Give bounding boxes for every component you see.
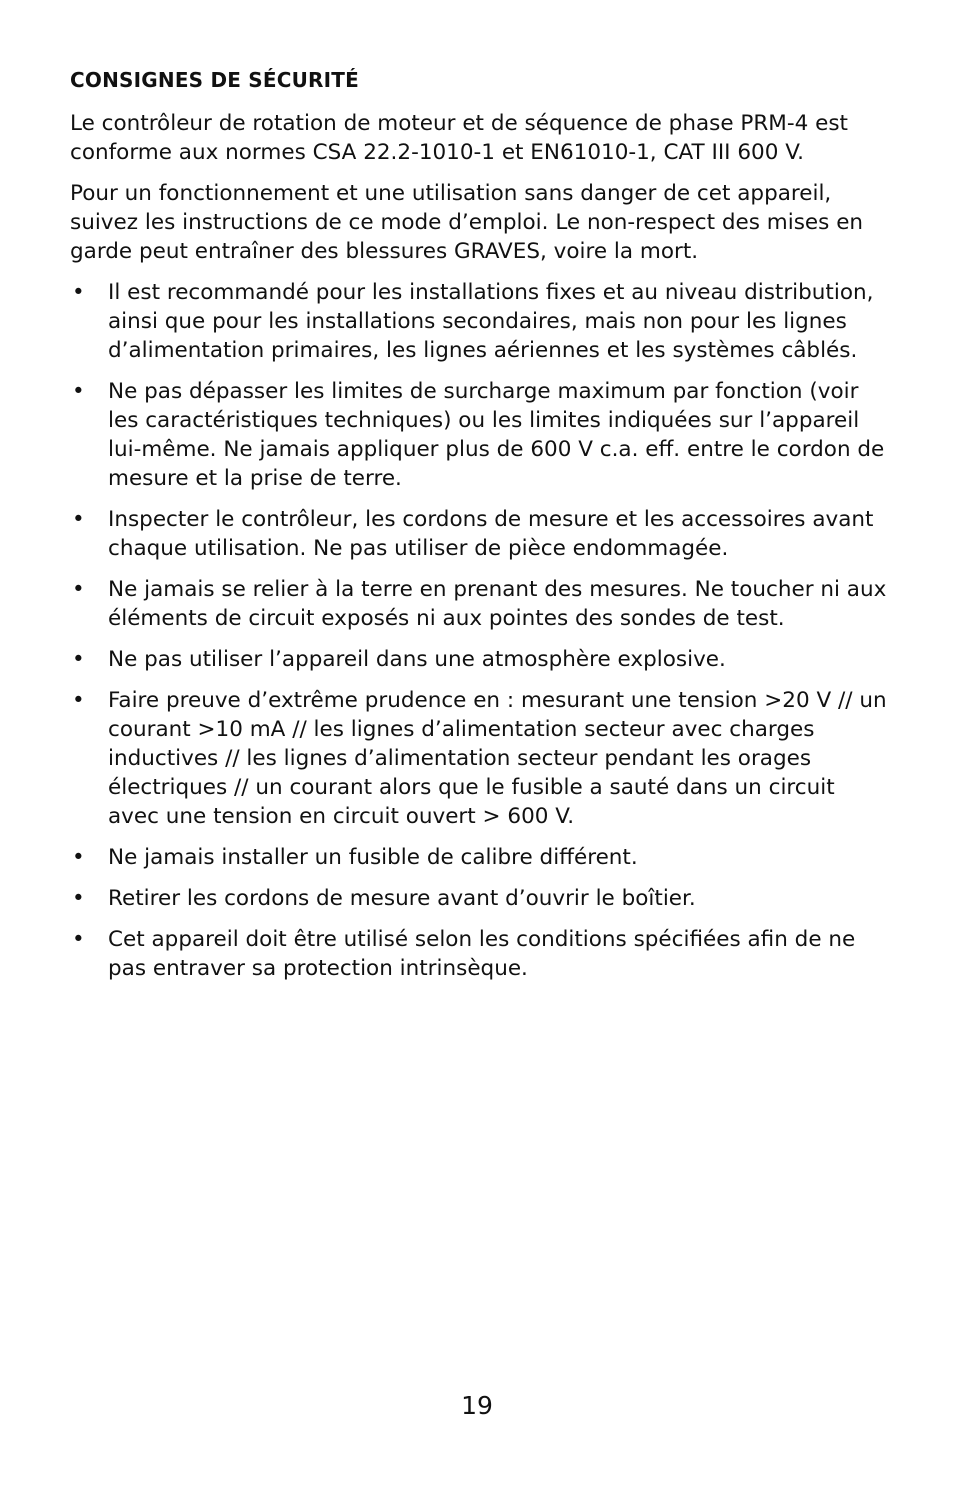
bullet-icon: • bbox=[72, 927, 85, 952]
bullet-icon: • bbox=[72, 379, 85, 404]
list-item bbox=[70, 278, 890, 365]
list-item bbox=[70, 645, 890, 674]
list-item-text: Il est recommandé pour les installations fixes et au niveau distribution, ainsi que pour les installations secondaires, mais non pour les lignes d’alimentation primaires, les lignes aériennes et les systèmes câblés. bbox=[108, 280, 874, 363]
compliance-paragraph: Le contrôleur de rotation de moteur et de séquence de phase PRM-4 est conforme aux normes CSA 22.2-1010-1 et EN61010-1, CAT III 600 V. bbox=[70, 111, 848, 165]
list-item bbox=[70, 884, 890, 913]
list-item bbox=[70, 377, 890, 493]
document-page bbox=[70, 66, 890, 995]
list-item-text: Ne jamais se relier à la terre en prenant des mesures. Ne toucher ni aux éléments de circuit exposés ni aux pointes des sondes de test. bbox=[108, 577, 887, 631]
bullet-icon: • bbox=[72, 577, 85, 602]
page-number: 19 bbox=[461, 1391, 493, 1420]
list-item-text: Inspecter le contrôleur, les cordons de mesure et les accessoires avant chaque utilisation. Ne pas utiliser de pièce endommagée. bbox=[108, 507, 874, 561]
bullet-icon: • bbox=[72, 688, 85, 713]
list-item-text: Cet appareil doit être utilisé selon les conditions spécifiées afin de ne pas entraver sa protection intrinsèque. bbox=[108, 927, 856, 981]
bullet-icon: • bbox=[72, 886, 85, 911]
warning-paragraph: Pour un fonctionnement et une utilisation sans danger de cet appareil, suivez les instructions de ce mode d’emploi. Le non-respect des mises en garde peut entraîner des blessures GRAVES, voire la mort. bbox=[70, 181, 864, 264]
list-item-text: Ne jamais installer un fusible de calibre différent. bbox=[108, 845, 638, 870]
safety-bullet-list bbox=[70, 278, 890, 983]
bullet-icon: • bbox=[72, 845, 85, 870]
list-item bbox=[70, 843, 890, 872]
bullet-icon: • bbox=[72, 647, 85, 672]
list-item-text: Ne pas utiliser l’appareil dans une atmosphère explosive. bbox=[108, 647, 726, 672]
list-item bbox=[70, 686, 890, 831]
section-heading: CONSIGNES DE SÉCURITÉ bbox=[70, 68, 360, 92]
list-item bbox=[70, 505, 890, 563]
list-item bbox=[70, 925, 890, 983]
list-item-text: Retirer les cordons de mesure avant d’ouvrir le boîtier. bbox=[108, 886, 696, 911]
bullet-icon: • bbox=[72, 507, 85, 532]
list-item-text: Faire preuve d’extrême prudence en : mesurant une tension >20 V // un courant >10 mA // les lignes d’alimentation secteur avec charges inductives // les lignes d’alimentation secteur pendant les orages électriques // un courant alors que le fusible a sauté dans un circuit avec une tension en circuit ouvert > 600 V. bbox=[108, 688, 887, 829]
list-item bbox=[70, 575, 890, 633]
bullet-icon: • bbox=[72, 280, 85, 305]
list-item-text: Ne pas dépasser les limites de surcharge maximum par fonction (voir les caractéristiques techniques) ou les limites indiquées sur l’appareil lui-même. Ne jamais appliquer plus de 600 V c.a. eff. entre le cordon de mesure et la prise de terre. bbox=[108, 379, 885, 491]
